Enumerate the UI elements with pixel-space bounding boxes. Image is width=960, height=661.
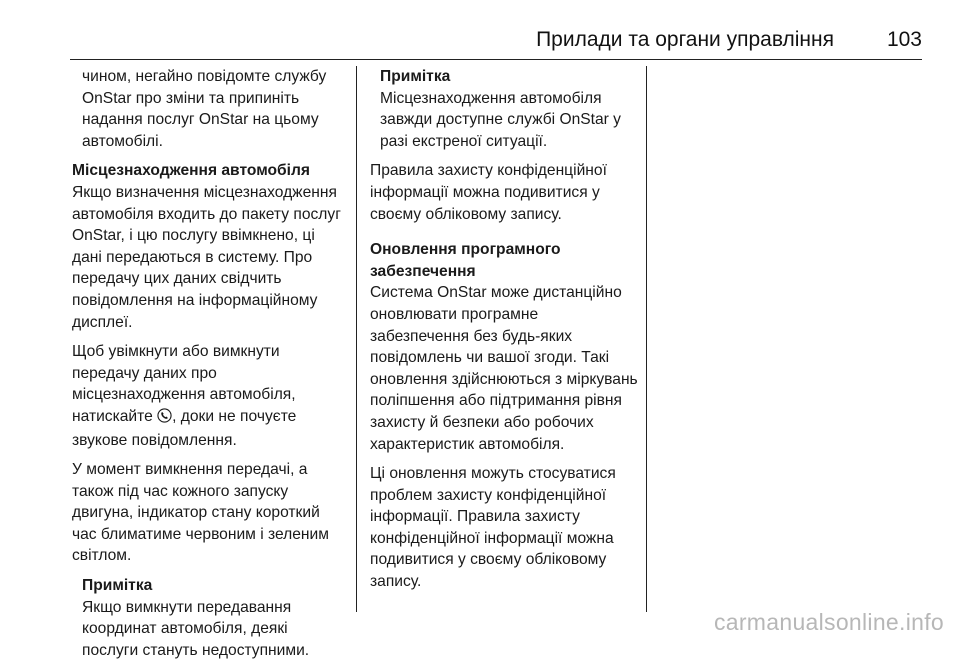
page-header <box>70 22 922 60</box>
paragraph-continuation: чином, негайно повідомте службу OnStar про зміни та припиніть надання послуг OnStar на цьому автомобілі. <box>82 68 327 150</box>
paragraph-indicator: У момент вимкнення передачі, а також під час кожного запуску двигуна, індикатор стану короткий час блиматиме червоним і зеленим світлом. <box>72 461 329 565</box>
paragraph-toggle-after: , доки не почуєте звукове повідомлення. <box>72 407 297 449</box>
page-number: 103 <box>886 28 922 51</box>
paragraph-remote-update: Система OnStar може дистанційно оновлювати програмне забезпечення без будь-яких повідомлень чи вашої згоди. Такі оновлення здійснюються з міркувань поліпшення або підтримання рівня захисту й безпеки або робочих характеристик автомобіля. <box>370 284 638 453</box>
note-text: Місцезнаходження автомобіля завжди доступне службі OnStar у разі екстреної ситуації. <box>380 89 621 150</box>
paragraph-update-privacy: Ці оновлення можуть стосуватися проблем захисту конфіденційної інформації. Правила захисту конфіденційної інформації можна подивитися у своєму обліковому запису. <box>370 465 616 591</box>
section-heading-vehicle-location: Місцезнаходження автомобіля <box>72 162 311 180</box>
phone-handset-icon <box>157 408 172 430</box>
column-divider-right <box>646 66 647 612</box>
note-heading: Примітка <box>380 68 451 85</box>
paragraph-privacy-rules: Правила захисту конфіденційної інформації можна подивитися у своєму обліковому запису. <box>370 162 607 223</box>
paragraph-toggle-before: Щоб увімкнути або вимкнути передачу даних про місцезнаходження автомобіля, натискайте <box>72 343 296 425</box>
note-text: Якщо вимкнути передавання координат автомобіля, деякі послуги стануть недоступними. <box>82 598 310 659</box>
header-rule <box>70 59 922 60</box>
paragraph-toggle-instructions <box>72 341 347 451</box>
section-heading-software-update: Оновлення програмного забезпечення <box>370 241 561 280</box>
note-box-1 <box>72 575 347 661</box>
watermark: carmanualsonline.info <box>713 609 944 635</box>
column-right <box>370 66 640 593</box>
note-heading: Примітка <box>82 577 153 595</box>
paragraph-location-info: Якщо визначення місцезнаходження автомобіля входить до пакету послуг OnStar, і цю послугу ввімкнено, ці дані передаються в систему. Про передачу цих даних свідчить повідомлення на інформаційному дисплеї. <box>72 183 341 331</box>
column-divider-left <box>356 66 357 612</box>
column-left <box>72 66 347 661</box>
header-title: Прилади та органи управління <box>536 28 834 51</box>
note-box-2 <box>370 66 640 152</box>
